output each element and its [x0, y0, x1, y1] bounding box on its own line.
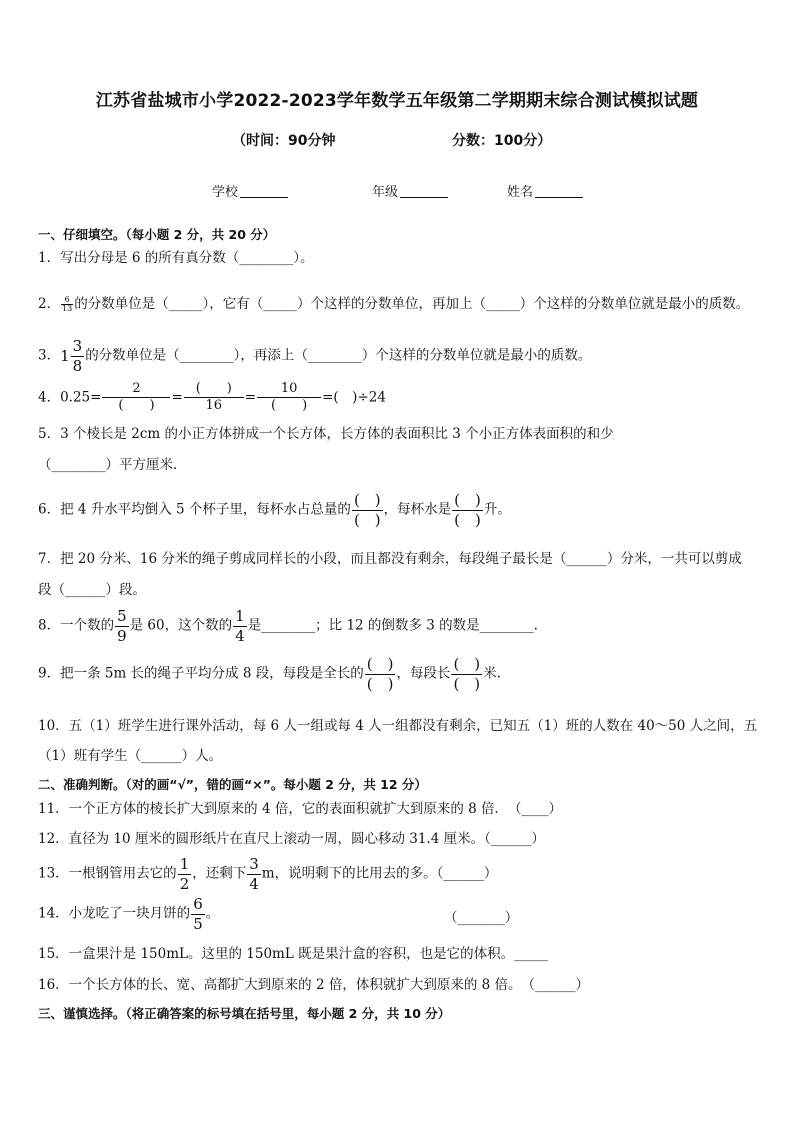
question-15: 15．一盒果汁是 150mL。这里的 150mL 既是果汁盒的容积，也是它的体积。_____: [38, 946, 548, 962]
page-title: 江苏省盐城市小学2022-2023学年数学五年级第二学期期末综合测试模拟试题: [95, 91, 699, 111]
question-6: [38, 492, 511, 528]
q4-text: =( )÷24: [322, 389, 386, 406]
question-3: [38, 338, 591, 374]
question-13: [38, 856, 497, 892]
q9-mid: ，每段长: [396, 665, 451, 682]
question-10-line-2: （1）班有学生（______）人。: [38, 748, 223, 764]
q13-prefix: 13．一根钢管用去它的: [38, 865, 177, 882]
question-14: [38, 896, 219, 932]
q4-fraction-3: [257, 382, 321, 414]
q14-numerator: 6: [193, 895, 203, 913]
q9-text: 米.: [483, 665, 501, 682]
q6-f2-numerator: ( ): [454, 491, 481, 509]
q9-f2-denominator: ( ): [453, 674, 481, 693]
q4-fraction-1: [102, 382, 170, 414]
question-7-line-1: 7．把 20 分米、16 分米的绳子剪成同样长的小段，而且都没有剩余，每段绳子最长是（______）分米，一共可以剪成: [38, 551, 742, 567]
question-10-line-1: 10．五（1）班学生进行课外活动，每 6 人一组或每 4 人一组都没有剩余，已知五（1）班的人数在 40～50 人之间，五: [38, 718, 758, 734]
q9-fraction-2: [451, 656, 482, 692]
q6-prefix: 6．把 4 升水平均倒入 5 个杯子里，每杯水占总量的: [38, 501, 351, 518]
q14-answer: （_______）: [444, 910, 519, 926]
q4-fraction-2: [184, 382, 244, 414]
q4-f1-denominator: ( ): [102, 397, 170, 413]
q8-f2-numerator: 1: [235, 607, 245, 625]
q14-text: 。: [205, 905, 220, 922]
q13-f1-numerator: 1: [179, 855, 190, 873]
q13-f1-denominator: 2: [179, 874, 190, 893]
q4-f2-numerator: ( ): [195, 381, 232, 396]
q14-fraction: [191, 896, 205, 932]
q9-f1-denominator: ( ): [366, 674, 394, 693]
section-3-heading: 三、谨慎选择。（将正确答案的标号填在括号里，每小题 2 分，共 10 分）: [38, 1006, 451, 1021]
question-4: [38, 382, 386, 414]
q3-fraction: [71, 338, 85, 374]
q13-fraction-1: [178, 856, 192, 892]
question-12: 12．直径为 10 厘米的圆形纸片在直尺上滚动一周，圆心移动 31.4 厘米。（______）: [38, 831, 545, 847]
grade-label: 年级: [372, 185, 399, 200]
section-2-heading: 二、准确判断。（对的画“√”，错的画“×”。每小题 2 分，共 12 分）: [38, 777, 427, 792]
question-2: [38, 292, 749, 313]
q13-f2-denominator: 4: [249, 874, 259, 893]
question-8: [38, 608, 538, 644]
q2-numerator: 6: [64, 295, 70, 304]
q6-text: 升。: [483, 501, 511, 518]
question-16: 16．一个长方体的长、宽、高都扩大到原来的 2 倍，体积就扩大到原来的 8 倍。 （______）: [38, 977, 590, 993]
q9-f2-numerator: ( ): [453, 655, 481, 673]
exam-score: 分数：100分）: [452, 133, 552, 149]
q14-prefix: 14．小龙吃了一块月饼的: [38, 905, 191, 922]
q4-f3-numerator: 10: [280, 381, 298, 396]
q3-whole: 1: [60, 347, 70, 365]
q14-denominator: 5: [193, 914, 203, 933]
q2-prefix: 2．: [38, 296, 61, 312]
section-1-heading: 一、仔细填空。（每小题 2 分，共 20 分）: [38, 227, 276, 242]
q8-fraction-2: [233, 608, 247, 644]
q13-text: m，说明剩下的比用去的多。（______）: [261, 865, 498, 882]
question-11: 11．一个正方体的棱长扩大到原来的 4 倍，它的表面积就扩大到原来的 8 倍． （____）: [38, 801, 563, 817]
q8-f2-denominator: 4: [235, 626, 245, 645]
q6-fraction-1: [352, 492, 383, 528]
q4-f2-denominator: 16: [184, 397, 244, 413]
question-7-line-2: 段（______）段。: [38, 582, 146, 598]
school-blank: [240, 185, 288, 198]
q6-f1-denominator: ( ): [353, 510, 381, 529]
question-9: [38, 656, 501, 692]
q4-prefix: 4．0.25=: [38, 389, 102, 406]
q13-f2-numerator: 3: [249, 855, 259, 873]
school-field: [212, 181, 288, 200]
school-label: 学校: [212, 185, 239, 200]
q8-f1-numerator: 5: [117, 607, 127, 625]
question-5-line-1: 5．3 个棱长是 2cm 的小正方体拼成一个长方体，长方体的表面积比 3 个小正方体表面积的和少: [38, 426, 614, 442]
q4-f3-denominator: ( ): [257, 397, 321, 413]
name-blank: [535, 185, 583, 198]
q3-numerator: 3: [72, 337, 83, 355]
q9-f1-numerator: ( ): [366, 655, 394, 673]
q2-text: 的分数单位是（_____），它有（_____）个这样的分数单位，再加上（_____）个这样的分数单位就是最小的质数。: [74, 296, 750, 312]
q4-eq-2: =: [244, 389, 257, 406]
q3-denominator: 8: [72, 356, 83, 375]
q2-denominator: 13: [62, 304, 73, 313]
grade-field: [372, 181, 448, 200]
q3-text: 的分数单位是（________），再添上（________）个这样的分数单位就是最小的质数。: [85, 347, 592, 364]
q13-mid: ，还剩下: [192, 865, 247, 882]
q8-f1-denominator: 9: [117, 626, 127, 645]
exam-time: （时间：90分钟: [232, 133, 336, 149]
grade-blank: [400, 185, 448, 198]
question-5-line-2: （________）平方厘米.: [38, 457, 178, 473]
question-1: 1．写出分母是 6 的所有真分数（________）。: [38, 250, 314, 266]
q13-fraction-2: [247, 856, 261, 892]
q3-prefix: 3．: [38, 347, 61, 364]
q9-fraction-1: [365, 656, 396, 692]
q9-prefix: 9．把一条 5m 长的绳子平均分成 8 段，每段是全长的: [38, 665, 364, 682]
q4-eq-1: =: [171, 389, 183, 406]
q8-prefix: 8．一个数的: [38, 617, 115, 634]
q4-f1-numerator: 2: [132, 381, 141, 396]
name-field: [507, 181, 583, 200]
q6-f1-numerator: ( ): [353, 491, 381, 509]
q6-mid: ，每杯水是: [383, 501, 452, 518]
q2-fraction: [61, 296, 73, 313]
q8-mid: 是 60，这个数的: [129, 617, 233, 634]
q6-f2-denominator: ( ): [454, 510, 481, 529]
q8-fraction-1: [115, 608, 129, 644]
q8-text: 是________；比 12 的倒数多 3 的数是________.: [247, 617, 538, 634]
name-label: 姓名: [507, 185, 534, 200]
q6-fraction-2: [452, 492, 483, 528]
